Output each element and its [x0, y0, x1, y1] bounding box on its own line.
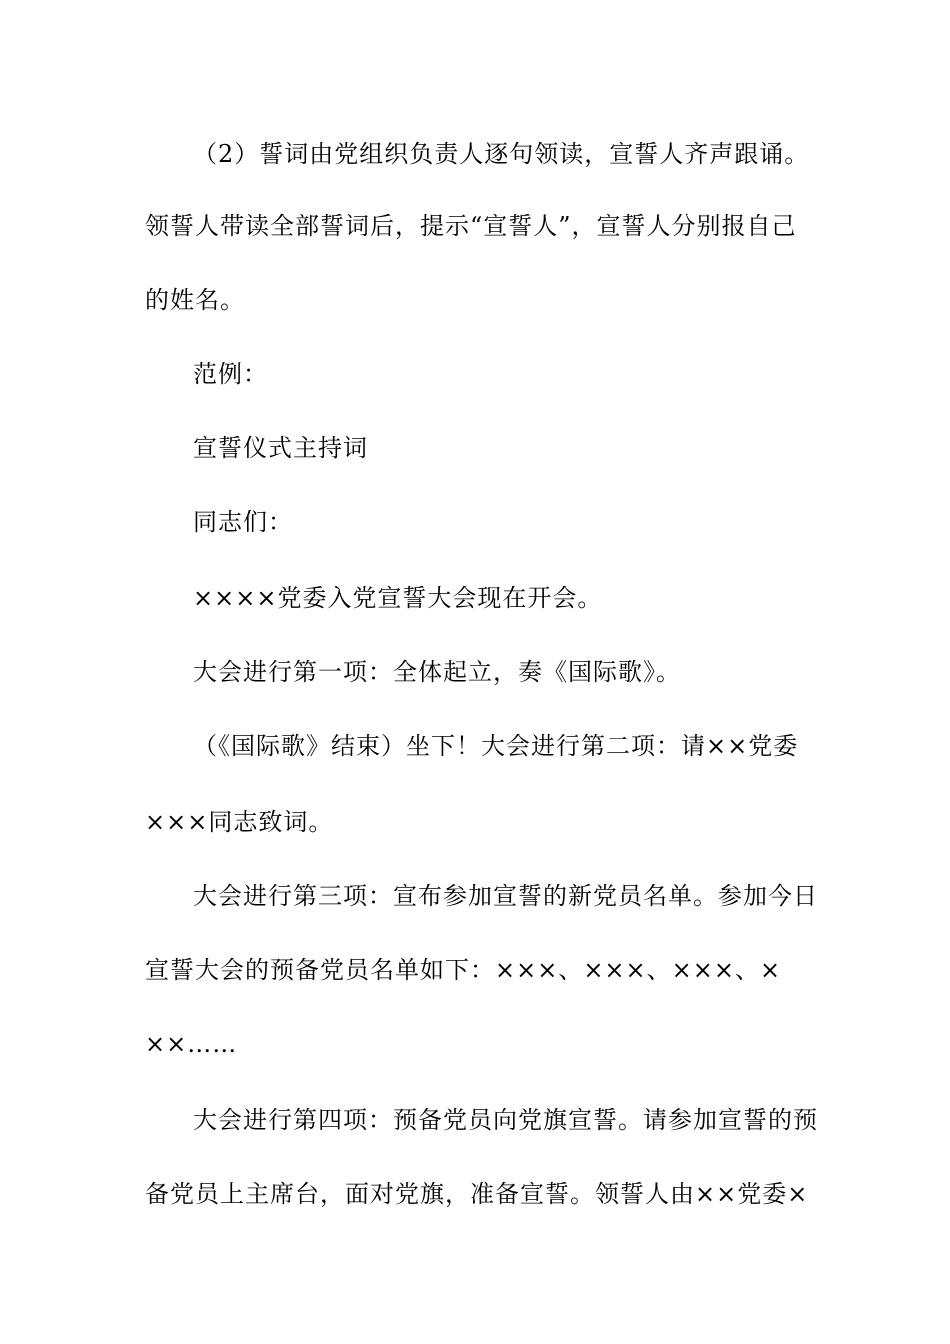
paragraph-line: 备党员上主席台，面对党旗，准备宣誓。领誓人由××党委× [145, 1180, 809, 1208]
paragraph-line: （《国际歌》结束）坐下！大会进行第二项：请××党委 [193, 732, 799, 760]
paragraph-line: （2）誓词由党组织负责人逐句领读，宣誓人齐声跟诵。 [193, 140, 810, 168]
paragraph-line: 大会进行第一项：全体起立，奏《国际歌》。 [193, 658, 681, 686]
paragraph-line: 领誓人带读全部誓词后，提示“宣誓人”，宣誓人分别报自己 [145, 212, 797, 240]
paragraph-line: 宣誓大会的预备党员名单如下：×××、×××、×××、× [145, 956, 782, 984]
paragraph-line: ××…… [145, 1030, 238, 1058]
section-title: 宣誓仪式主持词 [193, 434, 368, 462]
paragraph-line: 大会进行第四项：预备党员向党旗宣誓。请参加宣誓的预 [193, 1106, 818, 1134]
paragraph-line: 的姓名。 [145, 286, 245, 314]
paragraph-line: 大会进行第三项：宣布参加宣誓的新党员名单。参加今日 [193, 882, 818, 910]
paragraph-line: ××××党委入党宣誓大会现在开会。 [193, 584, 603, 612]
paragraph-line: 范例： [193, 360, 268, 388]
paragraph-line: ×××同志致词。 [145, 808, 334, 836]
paragraph-line: 同志们： [193, 508, 293, 536]
